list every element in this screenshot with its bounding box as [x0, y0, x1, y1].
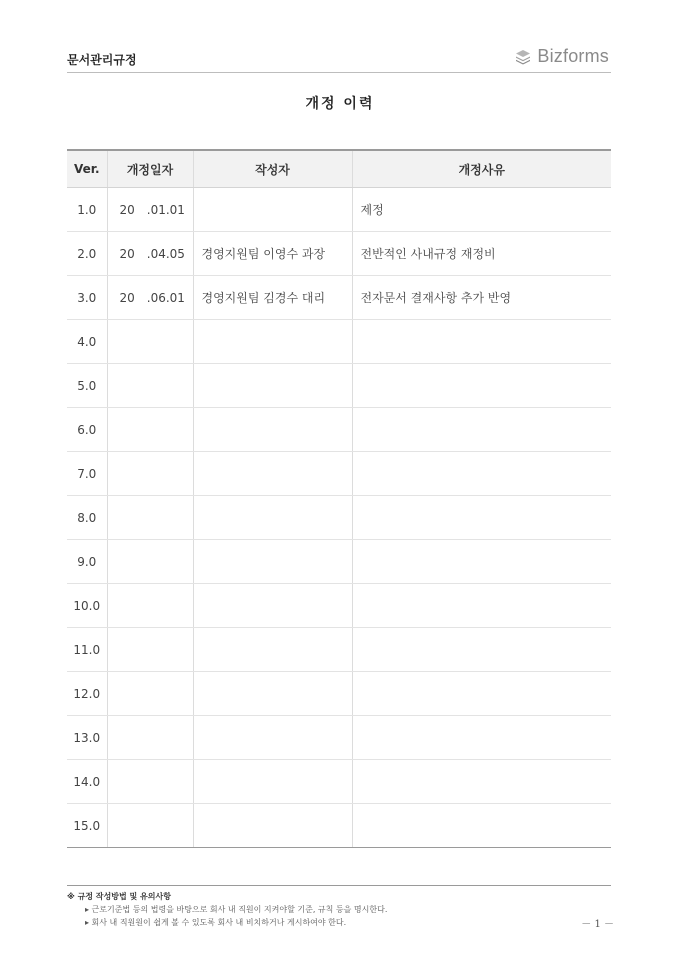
reason-cell: 제정 [352, 188, 611, 232]
date-cell [107, 452, 193, 496]
table-row [67, 408, 611, 452]
date-cell [107, 408, 193, 452]
date-cell [107, 320, 193, 364]
page-number: － 1 － [581, 919, 614, 930]
version-cell: 11.0 [67, 628, 107, 672]
date-cell [107, 364, 193, 408]
page-header [67, 44, 611, 73]
version-cell: 10.0 [67, 584, 107, 628]
date-cell [107, 716, 193, 760]
author-cell [193, 364, 352, 408]
note-item: ▸ 근로기준법 등의 법령을 바탕으로 회사 내 직원이 지켜야할 기준, 규칙 등을 명시한다. [85, 905, 388, 914]
table-body [67, 188, 611, 848]
table-row [67, 320, 611, 364]
author-cell [193, 804, 352, 848]
table-row [67, 496, 611, 540]
reason-cell [352, 584, 611, 628]
table-row [67, 584, 611, 628]
author-cell [193, 760, 352, 804]
table-row [67, 672, 611, 716]
table-row [67, 452, 611, 496]
author-cell [193, 320, 352, 364]
author-cell [193, 408, 352, 452]
version-cell: 13.0 [67, 716, 107, 760]
reason-cell [352, 496, 611, 540]
date-cell [107, 804, 193, 848]
version-cell: 15.0 [67, 804, 107, 848]
author-cell [193, 628, 352, 672]
table-row [67, 276, 611, 320]
date-cell [107, 540, 193, 584]
column-header-date: 개정일자 [107, 150, 193, 188]
reason-cell [352, 760, 611, 804]
version-cell: 7.0 [67, 452, 107, 496]
reason-cell [352, 672, 611, 716]
table-row [67, 628, 611, 672]
date-cell [107, 672, 193, 716]
author-cell [193, 716, 352, 760]
reason-cell [352, 804, 611, 848]
notes-title: ※ 규정 작성방법 및 유의사항 [67, 892, 171, 901]
reason-cell [352, 364, 611, 408]
note-item: ▸ 회사 내 직원원이 쉽게 볼 수 있도록 회사 내 비치하거나 게시하여야 한다. [85, 918, 347, 927]
author-cell [193, 188, 352, 232]
notes-section [67, 885, 611, 929]
stacked-layers-icon [514, 48, 532, 66]
reason-cell [352, 628, 611, 672]
version-cell: 3.0 [67, 276, 107, 320]
version-cell: 12.0 [67, 672, 107, 716]
revision-history-table [67, 149, 611, 848]
author-cell [193, 452, 352, 496]
brand-logo [514, 46, 609, 67]
reason-cell: 전자문서 결재사항 추가 반영 [352, 276, 611, 320]
table-row [67, 540, 611, 584]
version-cell: 1.0 [67, 188, 107, 232]
column-header-version: Ver. [67, 150, 107, 188]
version-cell: 14.0 [67, 760, 107, 804]
reason-cell [352, 452, 611, 496]
author-cell [193, 540, 352, 584]
column-header-reason: 개정사유 [352, 150, 611, 188]
date-cell: 20 .01.01 [107, 188, 193, 232]
author-cell [193, 496, 352, 540]
date-cell [107, 496, 193, 540]
table-row [67, 364, 611, 408]
table-row [67, 804, 611, 848]
version-cell: 4.0 [67, 320, 107, 364]
date-cell [107, 760, 193, 804]
date-cell [107, 628, 193, 672]
reason-cell: 전반적인 사내규정 재정비 [352, 232, 611, 276]
reason-cell [352, 716, 611, 760]
author-cell [193, 672, 352, 716]
table-header-row [67, 150, 611, 188]
version-cell: 8.0 [67, 496, 107, 540]
reason-cell [352, 540, 611, 584]
author-cell [193, 584, 352, 628]
reason-cell [352, 320, 611, 364]
page-title: 개정 이력 [305, 96, 375, 112]
version-cell: 5.0 [67, 364, 107, 408]
date-cell: 20 .04.05 [107, 232, 193, 276]
document-category: 문서관리규정 [67, 53, 137, 67]
table-row [67, 188, 611, 232]
table-row [67, 760, 611, 804]
brand-name: Bizforms [537, 46, 609, 66]
reason-cell [352, 408, 611, 452]
author-cell: 경영지원팀 김경수 대리 [193, 276, 352, 320]
date-cell: 20 .06.01 [107, 276, 193, 320]
version-cell: 6.0 [67, 408, 107, 452]
column-header-author: 작성자 [193, 150, 352, 188]
date-cell [107, 584, 193, 628]
author-cell: 경영지원팀 이영수 과장 [193, 232, 352, 276]
version-cell: 2.0 [67, 232, 107, 276]
version-cell: 9.0 [67, 540, 107, 584]
table-row [67, 716, 611, 760]
table-row [67, 232, 611, 276]
